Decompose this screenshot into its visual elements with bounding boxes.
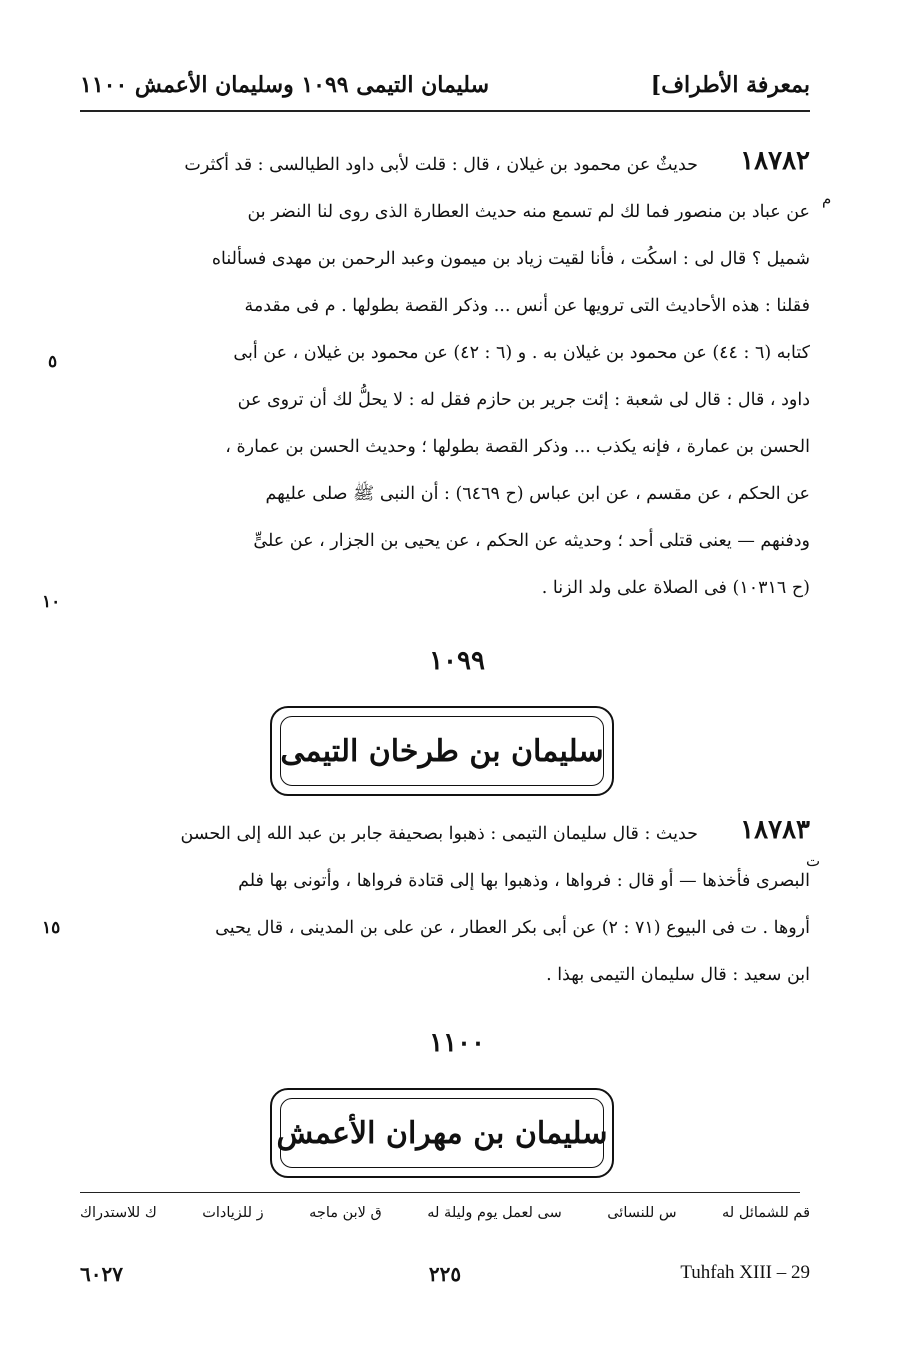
footer-left-number: ٦٠٢٧ <box>80 1262 123 1286</box>
legend-item: ق لابن ماجه <box>309 1205 382 1221</box>
line-number-15: ١٥ <box>42 918 61 938</box>
entry-number-18782: ١٨٧٨٢ <box>740 146 810 176</box>
chapter-box-inner-border <box>280 716 604 786</box>
text-line: أروها . ت فى البيوع (٧١ : ٢) عن أبى بكر العطار ، عن على بن المدينى ، قال يحيى <box>215 918 810 938</box>
entry-number-18783: ١٨٧٨٣ <box>740 815 810 845</box>
chapter-title-box-1100 <box>270 1088 614 1178</box>
footer-volume-signature: Tuhfah XIII – 29 <box>680 1262 810 1283</box>
entry-18783-text <box>80 811 810 999</box>
footnote-rule <box>80 1192 800 1193</box>
text-line: فقلنا : هذه الأحاديث التى ترويها عن أنس ... وذكر القصة بطولها . م فى مقدمة <box>244 296 810 316</box>
text-line: حديث : قال سليمان التيمى : ذهبوا بصحيفة جابر بن عبد الله إلى الحسن <box>180 824 698 844</box>
text-line: داود ، قال : قال لى شعبة : إئت جرير بن حازم فقل له : لا يحلُّ لك أن تروى عن <box>237 390 810 410</box>
text-line: ابن سعيد : قال سليمان التيمى بهذا . <box>546 965 810 985</box>
chapter-box-inner-border <box>280 1098 604 1168</box>
sigla-legend <box>80 1205 810 1221</box>
header-right-title: بمعرفة الأطراف] <box>650 72 810 98</box>
text-line: الحسن بن عمارة ، فإنه يكذب ... وذكر القصة بطولها ؛ وحديث الحسن بن عمارة ، <box>225 437 810 457</box>
header-left-title: سليمان التيمى ١٠٩٩ وسليمان الأعمش ١١٠٠ <box>80 72 490 98</box>
text-line: شميل ؟ قال لى : اسكُت ، فأنا لقيت زياد بن ميمون وعبد الرحمن بن مهدى فسألناه <box>211 249 810 269</box>
legend-item: سى لعمل يوم وليلة له <box>427 1205 562 1221</box>
legend-item: ز للزيادات <box>202 1205 264 1221</box>
entry-siglum-t: ت <box>806 852 821 870</box>
text-line: ودفنهم — يعنى قتلى أحد ؛ وحديثه عن الحكم ، عن يحيى بن الجزار ، عن علىٍّ <box>253 531 810 551</box>
text-line: عن الحكم ، عن مقسم ، عن ابن عباس (ح ٦٤٦٩) : أن النبى ﷺ صلى عليهم <box>265 484 810 504</box>
text-line: كتابه (٦ : ٤٤) عن محمود بن غيلان به . و (٦ : ٤٢) عن محمود بن غيلان ، عن أبى <box>233 343 810 363</box>
chapter-title-box-1099 <box>270 706 614 796</box>
legend-item: قم للشمائل له <box>722 1205 810 1221</box>
running-header <box>80 66 810 106</box>
chapter-title-1099: سليمان بن طرخان التيمى <box>280 733 604 769</box>
page-number: ٢٢٥ <box>428 1262 462 1286</box>
legend-item: ك للاستدراك <box>80 1205 157 1221</box>
chapter-title-1100: سليمان بن مهران الأعمش <box>276 1115 608 1151</box>
entry-18782-text <box>80 142 810 612</box>
section-number-1099: ١٠٩٩ <box>429 646 485 676</box>
text-line: حديثٌ عن محمود بن غيلان ، قال : قلت لأبى داود الطيالسى : قد أكثرت <box>184 155 698 175</box>
text-line: عن عباد بن منصور فما لك لم تسمع منه حديث العطارة الذى روى لنا النضر بن <box>247 202 810 222</box>
header-rule <box>80 110 810 112</box>
entry-siglum-m: م <box>822 190 832 208</box>
text-line: (ح ١٠٣١٦) فى الصلاة على ولد الزنا . <box>541 578 810 598</box>
section-number-1100: ١١٠٠ <box>429 1028 485 1058</box>
line-number-10: ١٠ <box>42 592 61 612</box>
page-footer <box>80 1262 810 1292</box>
line-number-5: ٥ <box>48 352 58 372</box>
legend-item: س للنسائى <box>607 1205 677 1221</box>
text-line: البصرى فأخذها — أو قال : فرواها ، وذهبوا بها إلى قتادة فرواها ، وأتونى بها فلم <box>238 871 810 891</box>
